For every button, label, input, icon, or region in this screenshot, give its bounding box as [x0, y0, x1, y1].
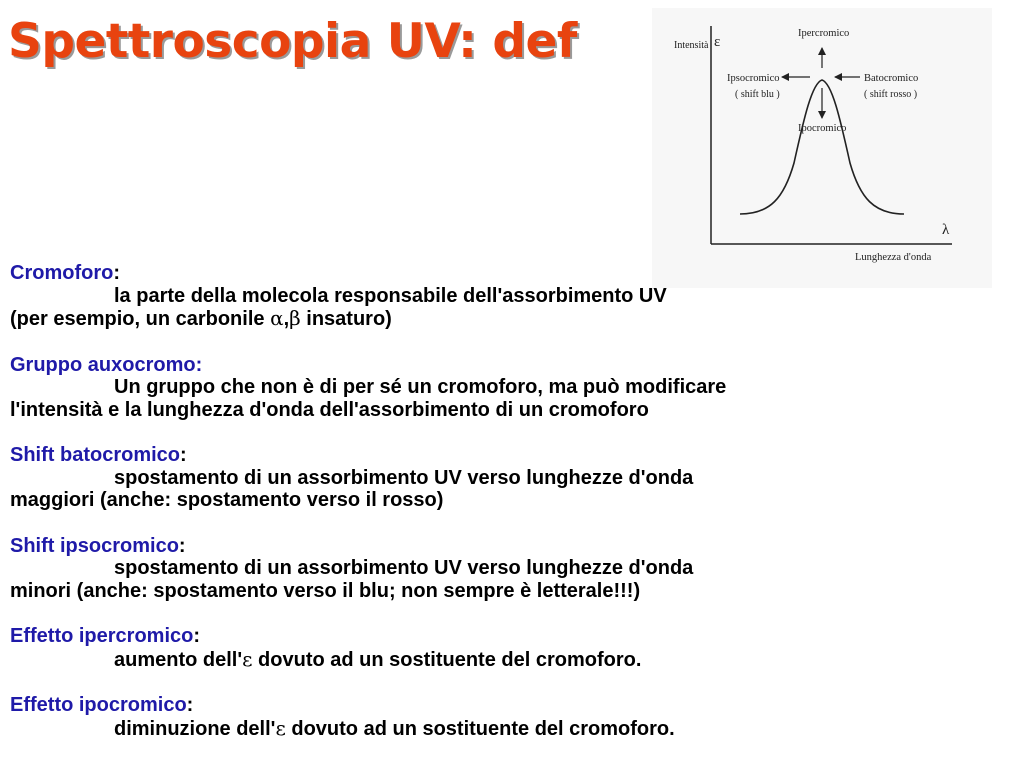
term-shift-batocromico: Shift batocromico: [10, 444, 181, 466]
definition-line-start: aumento dell': [114, 648, 243, 671]
definition-line-end: dovuto ad un sostituente del cromoforo.: [252, 648, 642, 671]
definition-line: Un gruppo che non è di per sé un cromoforo, ma può modificare: [114, 376, 727, 398]
term-cromoforo: Cromoforo: [10, 262, 114, 284]
term-colon: :: [195, 353, 203, 376]
epsilon-symbol: ε: [242, 646, 253, 671]
batocromico-label: Batocromico: [864, 73, 919, 84]
absorption-band-figure: [652, 8, 992, 288]
absorption-band-diagram: [652, 8, 992, 288]
term-colon: :: [178, 534, 186, 557]
definition-line: minori (anche: spostamento verso il blu; non sempre è letterale!!!): [10, 579, 641, 602]
definitions-list: [10, 262, 1010, 763]
y-axis-label: Intensità: [674, 40, 709, 51]
definition-line: spostamento di un assorbimento UV verso lunghezze d'onda: [114, 557, 694, 579]
definition-line-end: dovuto ad un sostituente del cromoforo.: [285, 717, 675, 740]
shift-blu-label: ( shift blu ): [735, 89, 780, 100]
term-gruppo-auxocromo: Gruppo auxocromo: [10, 353, 196, 376]
definition-text: [10, 557, 1010, 602]
definition-text: [10, 717, 1010, 741]
definition-line: spostamento di un assorbimento UV verso lunghezze d'onda: [114, 466, 694, 489]
term-colon: :: [113, 262, 120, 284]
definition-text: [10, 648, 1010, 672]
definition-line: maggiori (anche: spostamento verso il rosso): [10, 489, 444, 511]
ipercromico-label: Ipercromico: [798, 28, 850, 39]
epsilon-symbol: ε: [714, 34, 721, 50]
epsilon-symbol: ε: [275, 715, 286, 740]
term-colon: :: [186, 694, 194, 716]
definition-text: [10, 376, 1010, 421]
definition-gruppo-auxocromo: [10, 354, 1010, 422]
ipocromico-label: Ipocromico: [798, 123, 847, 134]
x-axis-label: Lunghezza d'onda: [855, 252, 932, 263]
definition-shift-batocromico: [10, 444, 1010, 512]
definition-line-end: insaturo): [300, 308, 392, 330]
term-effetto-ipocromico: Effetto ipocromico: [10, 694, 187, 716]
definition-line: l'intensità e la lunghezza d'onda dell'assorbimento di un cromoforo: [10, 398, 649, 421]
beta-symbol: β: [289, 306, 301, 330]
lambda-symbol: λ: [942, 222, 950, 238]
term-colon: :: [193, 625, 201, 647]
definition-line-start: (per esempio, un carbonile: [10, 308, 271, 330]
shift-rosso-label: ( shift rosso ): [864, 89, 918, 100]
definition-effetto-ipocromico: [10, 694, 1010, 740]
term-effetto-ipercromico: Effetto ipercromico: [10, 625, 194, 647]
ipsocromico-label: Ipsocromico: [727, 73, 780, 84]
definition-shift-ipsocromico: [10, 535, 1010, 603]
alpha-symbol: α: [270, 306, 284, 330]
definition-text: [10, 467, 1010, 512]
slide-title: Spettroscopia UV: def: [8, 14, 577, 69]
definition-text: [10, 285, 1010, 331]
definition-line: la parte della molecola responsabile dell'assorbimento UV: [114, 284, 667, 307]
definition-line-start: diminuzione dell': [114, 717, 276, 740]
term-colon: :: [180, 444, 187, 466]
comma: ,: [283, 308, 290, 330]
definition-cromoforo: [10, 262, 1010, 331]
definition-effetto-ipercromico: [10, 625, 1010, 671]
term-shift-ipsocromico: Shift ipsocromico: [10, 534, 179, 557]
